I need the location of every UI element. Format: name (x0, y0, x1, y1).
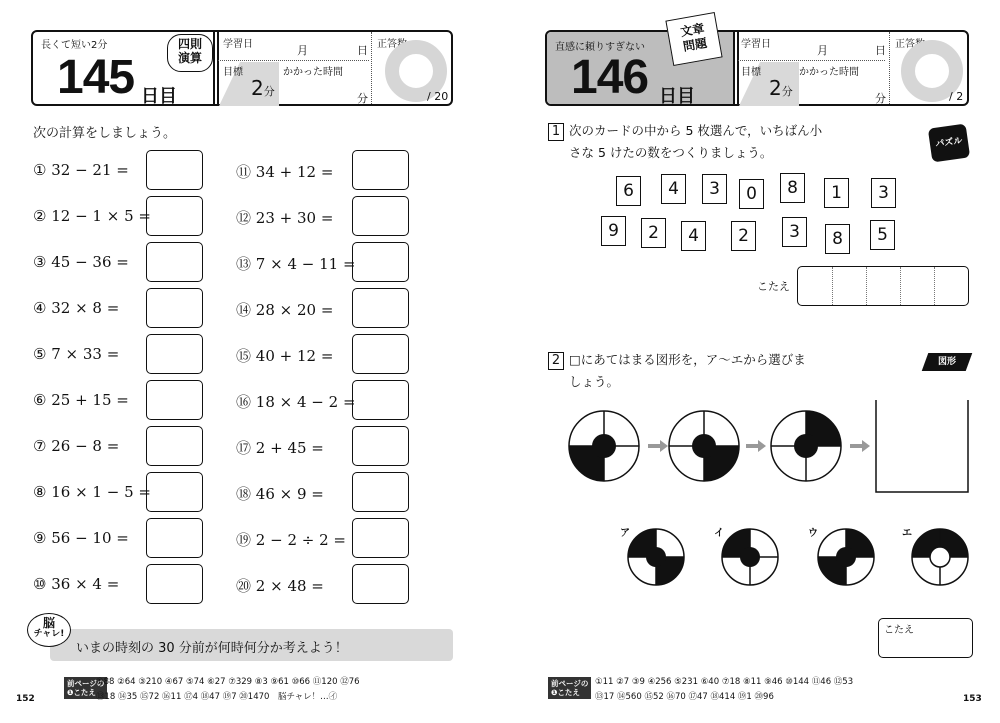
q2-answer-label: こたえ (884, 625, 914, 636)
left-category-tag (167, 34, 213, 72)
right-day-number: 146 (571, 51, 649, 104)
problem-13 (236, 253, 356, 274)
problem-num: ⑤ (33, 345, 47, 363)
q2-shape-badge (922, 353, 973, 371)
right-prev-tag-line1: 前ページの (551, 679, 589, 688)
problem-14 (236, 299, 333, 320)
answer-box-17[interactable] (352, 426, 409, 466)
problem-num: ⑳ (236, 577, 252, 595)
problem-expr: 18 × 4 − 2 = (255, 393, 356, 411)
shape-1 (569, 411, 639, 481)
problem-11 (236, 161, 333, 182)
brain-challenge-icon (27, 613, 71, 647)
problem-num: ⑥ (33, 391, 47, 409)
problem-expr: 46 × 9 = (255, 485, 324, 503)
right-header (545, 21, 969, 107)
card: 8 (825, 224, 850, 254)
problem-num: ⑰ (236, 439, 252, 457)
problem-16 (236, 391, 356, 412)
card: 2 (731, 221, 756, 251)
problem-num: ⑧ (33, 483, 47, 501)
right-goal-label: 目標 (741, 67, 761, 78)
problem-num: ⑨ (33, 529, 47, 547)
problem-2 (33, 207, 151, 225)
answer-box-4[interactable] (146, 288, 203, 328)
q1-answer-box[interactable] (797, 266, 969, 306)
problem-expr: 32 − 21 = (51, 161, 129, 179)
choice-e-shape[interactable] (912, 529, 968, 585)
q2-answer-box[interactable] (878, 618, 973, 658)
problem-num: ⑩ (33, 575, 47, 593)
card: 0 (739, 179, 764, 209)
left-header (31, 30, 453, 106)
right-prev-answers-1: ①11 ②7 ③9 ④256 ⑤231 ⑥40 ⑦18 ⑧11 ⑨46 ⑩144 ⑪46 ⑫53 (595, 677, 854, 687)
right-day-label: 日 (875, 44, 886, 57)
card: 1 (824, 178, 849, 208)
answer-box-3[interactable] (146, 242, 203, 282)
right-prev-answers-tag (548, 677, 591, 699)
problem-3 (33, 253, 129, 271)
card: 6 (616, 176, 641, 206)
problem-num: ⑲ (236, 531, 252, 549)
q2-choices (620, 526, 980, 592)
left-tag-line1: 四則 (177, 37, 202, 51)
q2-text-line2: しょう。 (569, 374, 620, 389)
shape-3 (771, 411, 841, 481)
answer-box-15[interactable] (352, 334, 409, 374)
answer-box-14[interactable] (352, 288, 409, 328)
left-prev-answers-2: ⑬18 ⑭35 ⑮72 ⑯11 ⑰4 ⑱47 ⑲7 ⑳1470 脳チャレ！…㋑ (96, 692, 338, 702)
problem-expr: 32 × 8 = (51, 299, 120, 317)
answer-box-13[interactable] (352, 242, 409, 282)
q1-puzzle-badge (928, 124, 970, 163)
problem-expr: 36 × 4 = (51, 575, 120, 593)
left-instruction: 次の計算をしましょう。 (33, 126, 177, 141)
problem-1 (33, 161, 129, 179)
problem-expr: 2 + 45 = (255, 439, 324, 457)
left-goal-unit: 分 (263, 85, 275, 98)
left-month-label: 月 (297, 44, 308, 57)
choice-u-shape[interactable] (818, 529, 874, 585)
card: 3 (782, 217, 807, 247)
left-goal-num: 2 (251, 76, 264, 100)
q2-blank-box (876, 400, 968, 492)
problem-20 (236, 575, 324, 596)
problem-7 (33, 437, 119, 455)
problem-num: ⑱ (236, 485, 252, 503)
answer-box-10[interactable] (146, 564, 203, 604)
brain-challenge-text: いまの時刻の 30 分前が何時何分か考えよう！ (76, 641, 348, 656)
left-prev-tag-line1: 前ページの (67, 679, 105, 688)
problem-expr: 23 + 30 = (255, 209, 334, 227)
problem-num: ⑦ (33, 437, 47, 455)
problem-expr: 16 × 1 − 5 = (51, 483, 151, 501)
q2-badge-text: 図形 (937, 357, 956, 367)
left-day-label: 日 (357, 44, 368, 57)
card: 3 (871, 178, 896, 208)
left-tag-line2: 演算 (177, 51, 202, 65)
right-day-suffix: 日目 (659, 86, 695, 107)
answer-box-19[interactable] (352, 518, 409, 558)
right-goal-num: 2 (769, 76, 782, 100)
answer-box-7[interactable] (146, 426, 203, 466)
problem-expr: 12 − 1 × 5 = (51, 207, 151, 225)
q1-text-line1: 次のカードの中から 5 枚選んで，いちばん小 (569, 123, 823, 138)
problem-4 (33, 299, 119, 317)
right-study-date-label: 学習日 (741, 39, 771, 50)
problem-8 (33, 483, 151, 501)
right-time-taken-label: かかった時間 (799, 67, 859, 78)
choice-e-label: エ (902, 528, 912, 539)
left-page-number: 152 (16, 694, 35, 704)
left-time-taken-label: かかった時間 (283, 67, 343, 78)
problem-expr: 34 + 12 = (255, 163, 334, 181)
problem-expr: 2 × 48 = (255, 577, 324, 595)
answer-box-18[interactable] (352, 472, 409, 512)
left-subtitle: 長くて短い2分 (41, 40, 108, 51)
q1-number: 1 (548, 123, 564, 141)
problem-num: ② (33, 207, 47, 225)
answer-box-6[interactable] (146, 380, 203, 420)
left-day-number: 145 (57, 51, 135, 104)
choice-a-shape[interactable] (628, 529, 684, 585)
problem-expr: 40 + 12 = (255, 347, 334, 365)
problem-num: ⑬ (236, 255, 252, 273)
problem-12 (236, 207, 333, 228)
right-tag-line2: 問題 (681, 35, 709, 54)
card: 2 (641, 218, 666, 248)
choice-i-shape[interactable] (722, 529, 778, 585)
answer-box-5[interactable] (146, 334, 203, 374)
card: 3 (702, 174, 727, 204)
right-prev-answers-2: ⑬17 ⑭560 ⑮52 ⑯70 ⑰47 ⑱414 ⑲1 ⑳96 (595, 692, 774, 702)
left-prev-answers-1: ①88 ②64 ③210 ④67 ⑤74 ⑥27 ⑦329 ⑧3 ⑨61 ⑩66 ⑪120 ⑫76 (96, 677, 360, 687)
problem-17 (236, 437, 324, 458)
q1-text-line2: さな 5 けたの数をつくりましょう。 (569, 145, 773, 160)
arrow-1 (648, 440, 668, 452)
answer-box-20[interactable] (352, 564, 409, 604)
card: 5 (870, 220, 895, 250)
answer-box-9[interactable] (146, 518, 203, 558)
left-goal-value (251, 76, 275, 100)
problem-expr: 28 × 20 = (255, 301, 334, 319)
left-goal-label: 目標 (223, 67, 243, 78)
problem-num: ⑮ (236, 347, 252, 365)
problem-num: ④ (33, 299, 47, 317)
q1-answer-label: こたえ (757, 280, 790, 293)
choice-u-label: ウ (808, 528, 818, 539)
card: 8 (780, 173, 805, 203)
problem-num: ⑭ (236, 301, 252, 319)
q2-text-line1: □にあてはまる図形を，ア〜エから選びま (569, 352, 806, 367)
left-study-date-label: 学習日 (223, 39, 253, 50)
shape-2 (669, 411, 739, 481)
arrow-3 (850, 440, 870, 452)
problem-num: ③ (33, 253, 47, 271)
problem-10 (33, 575, 119, 593)
problem-expr: 7 × 4 − 11 = (255, 255, 356, 273)
left-time-unit: 分 (357, 92, 368, 105)
q2-sequence (560, 400, 980, 500)
problem-expr: 45 − 36 = (51, 253, 129, 271)
answer-box-2[interactable] (146, 196, 203, 236)
card: 9 (601, 216, 626, 246)
q1-badge-text: パズル (934, 136, 964, 150)
problem-expr: 56 − 10 = (51, 529, 129, 547)
problem-9 (33, 529, 129, 547)
problem-19 (236, 529, 346, 550)
left-day-suffix: 日目 (141, 86, 177, 107)
left-prev-tag-line2: ❶こたえ (67, 688, 96, 697)
problem-expr: 7 × 33 = (51, 345, 120, 363)
answer-box-1[interactable] (146, 150, 203, 190)
right-correct-label: 正答数 (895, 39, 925, 50)
problem-expr: 2 − 2 ÷ 2 = (255, 531, 346, 549)
answer-box-16[interactable] (352, 380, 409, 420)
problem-expr: 26 − 8 = (51, 437, 120, 455)
left-correct-total: / 20 (427, 90, 449, 103)
problem-18 (236, 483, 324, 504)
problem-5 (33, 345, 119, 363)
answer-box-12[interactable] (352, 196, 409, 236)
answer-box-11[interactable] (352, 150, 409, 190)
problem-num: ⑫ (236, 209, 252, 227)
right-category-tag (665, 12, 722, 66)
arrow-2 (746, 440, 766, 452)
right-prev-tag-line2: ❶こたえ (551, 688, 580, 697)
answer-box-8[interactable] (146, 472, 203, 512)
brain-tag-line1: 脳 (42, 616, 55, 630)
left-correct-label: 正答数 (377, 39, 407, 50)
problem-6 (33, 391, 129, 409)
problem-expr: 25 + 15 = (51, 391, 129, 409)
problem-15 (236, 345, 333, 366)
right-goal-value (769, 76, 793, 100)
brain-tag-line2: チャレ! (33, 629, 65, 639)
card: 4 (681, 221, 706, 251)
choice-i-label: イ (714, 528, 724, 539)
right-tag-line1: 文章 (679, 21, 706, 40)
q2-number: 2 (548, 352, 564, 370)
right-page-number: 153 (963, 694, 982, 704)
right-correct-total: / 2 (949, 90, 964, 103)
right-subtitle: 直感に頼りすぎない (555, 42, 645, 53)
card: 4 (661, 174, 686, 204)
right-month-label: 月 (817, 44, 828, 57)
problem-num: ① (33, 161, 47, 179)
right-time-unit: 分 (875, 92, 886, 105)
problem-num: ⑯ (236, 393, 252, 411)
problem-num: ⑪ (236, 163, 252, 181)
right-goal-unit: 分 (781, 85, 793, 98)
choice-a-label: ア (620, 528, 630, 539)
